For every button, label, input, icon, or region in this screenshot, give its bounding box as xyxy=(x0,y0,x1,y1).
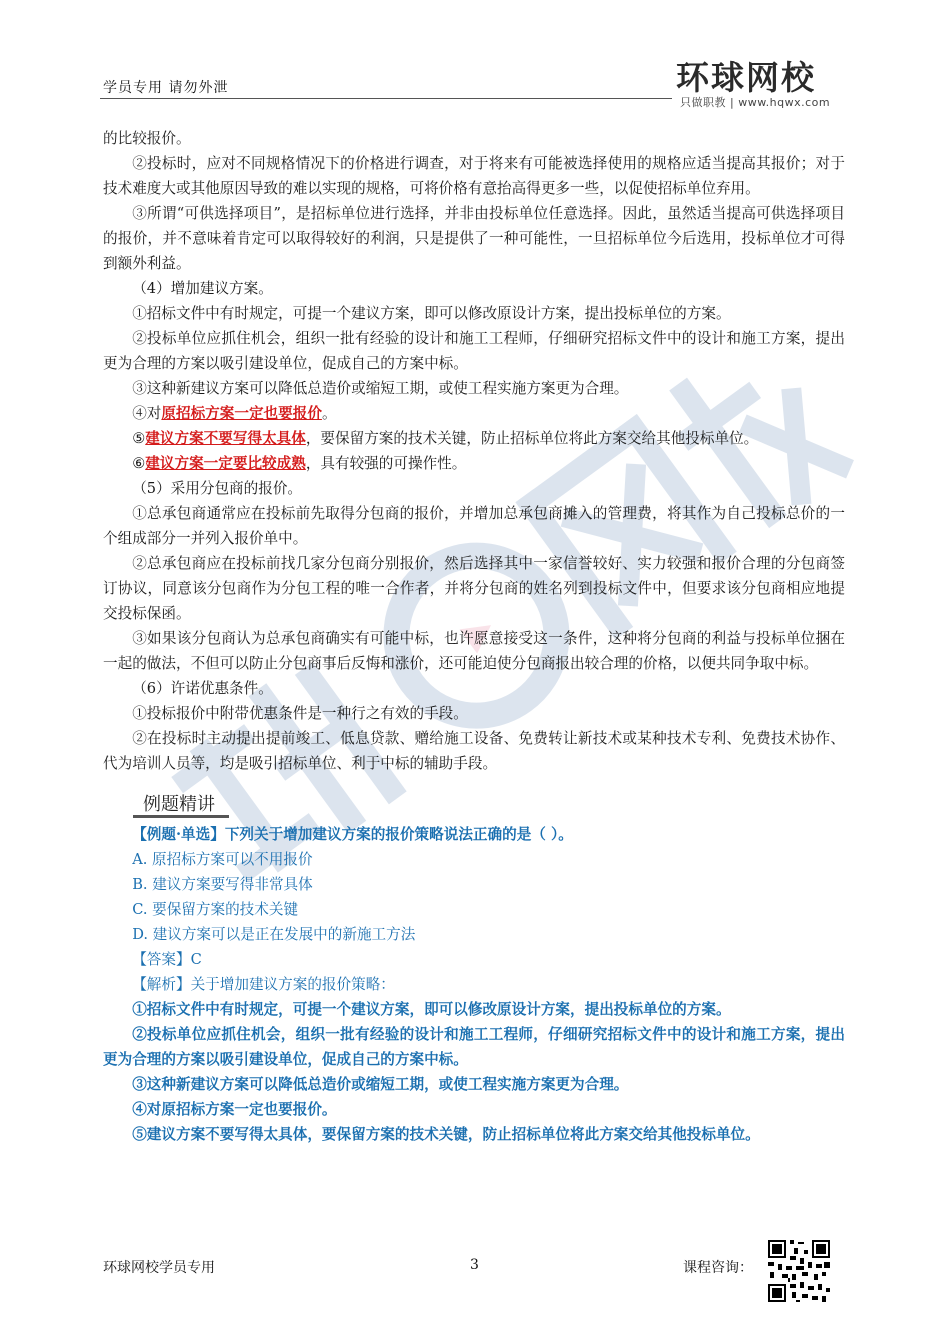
paragraph: ②总承包商应在投标前找几家分包商分别报价，然后选择其中一家信誉较好、实力较强和报价合理的分包商签订协议，同意该分包商作为分包工程的唯一合作者，并将分包商的姓名列到投标文件中，但要求该分包商相应地提交投标保函。 xyxy=(103,555,845,622)
option-b: B. 建议方案要写得非常具体 xyxy=(132,876,313,893)
text: ⑥ xyxy=(132,455,146,472)
analysis-item: ②投标单位应抓住机会，组织一批有经验的设计和施工工程师，仔细研究招标文件中的设计和施工方案，提出更为合理的方案以吸引建设单位，促成自己的方案中标。 xyxy=(103,1026,845,1068)
paragraph: ①招标文件中有时规定，可提一个建议方案，即可以修改原设计方案，提出投标单位的方案。 xyxy=(132,305,731,322)
option-c: C. 要保留方案的技术关键 xyxy=(132,901,299,918)
option-d: D. 建议方案可以是正在发展中的新施工方法 xyxy=(132,926,416,943)
text: ，要保留方案的技术关键，防止招标单位将此方案交给其他投标单位。 xyxy=(305,430,759,447)
paragraph-highlight xyxy=(103,451,845,476)
section-heading: （6）许诺优惠条件。 xyxy=(132,680,273,697)
paragraph: 的比较报价。 xyxy=(103,130,191,147)
paragraph: ③如果该分包商认为总承包商确实有可能中标，也许愿意接受这一条件，这种将分包商的利益与投标单位捆在一起的做法，不但可以防止分包商事后反悔和涨价，还可能迫使分包商报出较合理的价格，以便共同争取中标。 xyxy=(103,630,845,672)
paragraph: ②在投标时主动提出提前竣工、低息贷款、赠给施工设备、免费转让新技术或某种技术专利、免费技术协作、代为培训人员等，均是吸引招标单位、利于中标的辅助手段。 xyxy=(103,730,845,772)
paragraph: ①投标报价中附带优惠条件是一种行之有效的手段。 xyxy=(132,705,468,722)
analysis-item: ④对原招标方案一定也要报价。 xyxy=(132,1101,337,1118)
header-divider xyxy=(100,98,672,99)
text: 。 xyxy=(321,405,337,422)
hqwx-logo xyxy=(676,52,846,110)
page-number: 3 xyxy=(470,1257,479,1273)
paragraph: ②投标时，应对不同规格情况下的价格进行调查，对于将来有可能被选择使用的规格应适当提高其报价；对于技术难度大或其他原因导致的难以实现的规格，可将价格有意抬高得更多一些，以促使招标单位弃用。 xyxy=(103,155,845,197)
analysis-title: 【解析】关于增加建议方案的报价策略： xyxy=(132,976,395,993)
example-section-title: 例题精讲 xyxy=(143,790,223,816)
option-a: A. 原招标方案可以不用报价 xyxy=(132,851,313,868)
paragraph: ③所谓“可供选择项目”，是招标单位进行选择，并非由投标单位任意选择。因此，虽然适当提高可供选择项目的报价，并不意味着肯定可以取得较好的利润，只是提供了一种可能性，一旦招标单位今后选用，投标单位才可得到额外利益。 xyxy=(103,205,845,272)
course-consult-label: 课程咨询： xyxy=(683,1260,753,1276)
text: ⑤ xyxy=(132,430,146,447)
paragraph-highlight xyxy=(103,401,845,426)
header-confidential-label: 学员专用 请勿外泄 xyxy=(103,80,229,96)
logo-sub-text: 只做职教 | www.hqwx.com xyxy=(680,96,831,109)
paragraph: ①总承包商通常应在投标前先取得分包商的报价，并增加总承包商摊入的管理费，将其作为自己投标总价的一个组成部分一并列入报价单中。 xyxy=(103,505,845,547)
text: ④对 xyxy=(132,405,162,422)
analysis-item: ①招标文件中有时规定，可提一个建议方案，即可以修改原设计方案，提出投标单位的方案。 xyxy=(132,1001,731,1018)
key-point: 原招标方案一定也要报价 xyxy=(161,405,322,422)
answer: 【答案】C xyxy=(132,951,202,968)
analysis-body xyxy=(103,997,845,1147)
paragraph: ③这种新建议方案可以降低总造价或缩短工期，或使工程实施方案更为合理。 xyxy=(132,380,629,397)
paragraph-highlight xyxy=(103,426,845,451)
logo-main-text: 环球网校 xyxy=(676,58,816,97)
key-point: 建议方案不要写得太具体 xyxy=(145,430,306,447)
section-heading: （4）增加建议方案。 xyxy=(132,280,273,297)
paragraph: ②投标单位应抓住机会，组织一批有经验的设计和施工工程师，仔细研究招标文件中的设计和施工方案，提出更为合理的方案以吸引建设单位，促成自己的方案中标。 xyxy=(103,330,845,372)
analysis-item: ③这种新建议方案可以降低总造价或缩短工期，或使工程实施方案更为合理。 xyxy=(132,1076,629,1093)
text: ，具有较强的可操作性。 xyxy=(305,455,467,472)
main-content xyxy=(103,126,845,1147)
key-point: 建议方案一定要比较成熟 xyxy=(145,455,306,472)
section-heading: （5）采用分包商的报价。 xyxy=(132,480,303,497)
analysis-item: ⑤建议方案不要写得太具体，要保留方案的技术关键，防止招标单位将此方案交给其他投标单位。 xyxy=(132,1126,760,1143)
qr-code-icon[interactable] xyxy=(766,1238,832,1304)
footer-label: 环球网校学员专用 xyxy=(103,1260,215,1276)
example-question: 【例题·单选】下列关于增加建议方案的报价策略说法正确的是（ ）。 xyxy=(132,826,573,843)
